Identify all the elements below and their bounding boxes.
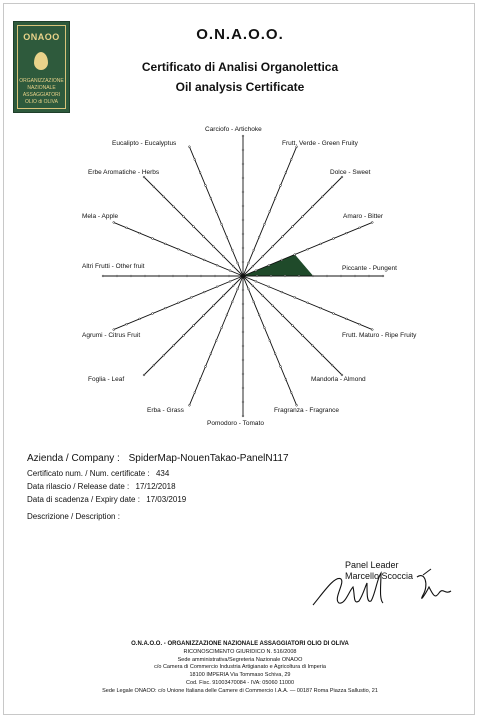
axis-tick [226,236,228,238]
axis-tick [212,245,214,247]
axis-tick [226,314,228,316]
axis-tick [346,318,348,320]
axis-tick [242,317,244,319]
axis-tick [331,186,333,188]
axis-tick [359,323,361,325]
axis-tick [341,176,343,178]
axis-tick [354,275,356,277]
axis-tick [242,373,244,375]
release-value: 17/12/2018 [135,482,176,491]
axis-tick [269,210,271,212]
handwritten-signature [305,565,475,615]
cert-num-label: Certificato num. / Num. certificate : [27,469,150,478]
axis-tick [262,255,264,257]
axis-tick [205,366,207,368]
axis-tick [371,329,373,331]
axis-tick [321,196,323,198]
axis-tick [215,340,217,342]
axis-tick [237,288,239,290]
axis-tick [311,344,313,346]
axis-tick [282,315,284,317]
axis-tick [242,261,244,263]
axis-tick [284,275,286,277]
axis-label: Mela - Apple [82,213,119,220]
cert-num-row [27,469,169,478]
axis-tick [285,379,287,381]
axis-tick [242,415,244,417]
axis-tick [232,265,234,267]
axis-tick [321,354,323,356]
axis-label: Agrumi - Citrus Fruit [82,332,141,339]
axis-tick [302,335,304,337]
release-row [27,482,176,491]
axis-tick [126,323,128,325]
axis-tick [199,379,201,381]
axis-tick [242,331,244,333]
axis-tick [302,216,304,218]
axis-label: Erba - Grass [147,407,184,414]
axis-tick [340,275,342,277]
axis-tick [221,327,223,329]
axis-tick [242,345,244,347]
cert-num-value: 434 [155,469,170,478]
axis-tick [116,275,118,277]
company-row [27,453,289,464]
axis-tick [193,325,195,327]
axis-tick [203,291,205,293]
axis-tick [292,325,294,327]
expiry-value: 17/03/2019 [146,495,187,504]
axis-label: Carciofo - Artichoke [205,126,262,133]
axis-tick [153,364,155,366]
title-english: Oil analysis Certificate [175,80,305,94]
axis-tick [190,254,192,256]
company-value: SpiderMap-NouenTakao-PanelN117 [128,453,289,464]
axis-tick [242,135,244,137]
axis-tick [172,275,174,277]
axis-tick [242,247,244,249]
axis-tick [272,305,274,307]
company-label: Azienda / Company : [27,453,120,464]
axis-tick [153,186,155,188]
axis-tick [264,223,266,225]
axis-tick [216,286,218,288]
axis-label: Foglia - Leaf [88,376,125,383]
axis-tick [281,291,283,293]
axis-tick [229,281,231,283]
axis-label: Erbe Aromatiche - Herbs [88,169,160,176]
axis-label: Dolce - Sweet [330,169,371,176]
axis-tick [173,344,175,346]
axis-label: Frutt. Verde - Green Fruity [282,140,358,147]
axis-tick [264,327,266,329]
axis-tick [203,315,205,317]
axis-tick [242,303,244,305]
axis-tick [274,198,276,200]
axis-tick [242,289,244,291]
axis-tick [253,249,255,251]
axis-tick [237,262,239,264]
axis-tick [258,236,260,238]
axis-tick [307,302,309,304]
axis-tick [242,219,244,221]
axis-tick [371,222,373,224]
axis-tick [215,210,217,212]
axis-tick [231,301,233,303]
axis-tick [212,305,214,307]
axis-tick [163,354,165,356]
axis-tick [163,196,165,198]
axis-tick [281,259,283,261]
axis-tick [158,275,160,277]
axis-tick [333,313,335,315]
axis-tick [203,236,205,238]
axis-tick [152,238,154,240]
axis-tick [143,374,145,376]
axis-tick [290,392,292,394]
axis-tick [173,206,175,208]
axis-tick [268,264,270,266]
axis-label: Fragranza - Fragrance [274,407,340,414]
axis-tick [165,243,167,245]
axis-tick [214,275,216,277]
axis-tick [274,353,276,355]
axis-tick [242,401,244,403]
axis-tick [294,254,296,256]
axis-tick [221,223,223,225]
axis-tick [326,275,328,277]
axis-tick [242,149,244,151]
axis-label: Frutt. Maturo - Ripe Fruity [342,332,417,339]
axis-tick [228,275,230,277]
axis-tick [307,248,309,250]
axis-tick [177,248,179,250]
axis-tick [183,335,185,337]
axis-label: Piccante - Pungent [342,265,397,272]
axis-tick [242,163,244,165]
axis-tick [333,238,335,240]
axis-tick [189,146,191,148]
axis-tick [285,172,287,174]
axis-tick [126,227,128,229]
panel-leader-label: Panel Leader [345,560,399,570]
axis-tick [130,275,132,277]
axis-tick [231,249,233,251]
expiry-row [27,495,186,504]
axis-label: Mandorla - Almond [311,376,366,383]
logo-top-text: ONAOO [23,32,60,42]
axis-tick [331,364,333,366]
logo-lines: ORGANIZZAZIONE NAZIONALE ASSAGGIATORI OLIO di OLIVA [19,78,64,105]
axis-tick [203,259,205,261]
axis-tick [282,236,284,238]
axis-tick [242,191,244,193]
description-label: Descrizione / Description : [27,512,120,521]
axis-tick [143,176,145,178]
axis-tick [320,243,322,245]
axis-label: Pomodoro - Tomato [207,420,264,427]
axis-tick [312,275,314,277]
axis-tick [280,185,282,187]
axis-tick [194,392,196,394]
axis-label: Eucalipto - Eucalyptus [112,140,177,147]
axis-tick [320,307,322,309]
axis-tick [242,359,244,361]
axis-tick [253,301,255,303]
axis-tick [113,329,115,331]
axis-tick [262,295,264,297]
axis-tick [242,233,244,235]
axis-tick [139,318,141,320]
axis-tick [222,255,224,257]
expiry-label: Data di scadenza / Expiry date : [27,495,140,504]
axis-tick [190,297,192,299]
axis-tick [205,185,207,187]
axis-tick [113,222,115,224]
axis-tick [177,302,179,304]
axis-tick [199,172,201,174]
footer: O.N.A.O.O. - ORGANIZZAZIONE NAZIONALE ASSAGGIATORI OLIO DI OLIVA RICONOSCIMENTO GIURIDICO N. 516/2008 Sede amministrativa/Segreteria Nazionale ONAOO c/o Camera di Commercio Industria Artigianato e Agricoltura di Imperia 18100 IMPERIA Via Tommaso Schiva, 29 Cod. Fisc. 91003470084 - IVA: 05060 11000 Sede Legale ONAOO: c/o Unione Italiana delle Camere di Commercio I.A.A. — 00187 Roma Piazza Sallustio, 21 [102,641,378,694]
axis-tick [232,285,234,287]
axis-tick [296,404,298,406]
axis-tick [165,307,167,309]
axis-tick [200,275,202,277]
axis-tick [294,297,296,299]
axis-label: Amaro - Bitter [343,213,384,220]
axis-tick [189,404,191,406]
axis-tick [248,288,250,290]
axis-tick [210,353,212,355]
axis-tick [256,275,258,277]
axis-tick [298,275,300,277]
axis-tick [258,314,260,316]
axis-tick [311,206,313,208]
axis-tick [290,159,292,161]
axis-tick [222,295,224,297]
release-label: Data rilascio / Release date : [27,482,130,491]
axis-tick [272,245,274,247]
axis-tick [216,264,218,266]
axis-tick [102,275,104,277]
axis-tick [346,232,348,234]
axis-tick [255,281,257,283]
axis-tick [270,275,272,277]
axis-tick [359,227,361,229]
axis-tick [242,387,244,389]
axis-tick [194,159,196,161]
axis-tick [242,205,244,207]
axis-tick [193,226,195,228]
panel-leader-name: Marcello Scoccia [345,571,414,581]
org-short-title: O.N.A.O.O. [196,26,284,43]
axis-tick [269,340,271,342]
axis-label: Altri Frutti - Other fruit [82,263,145,270]
axis-tick [280,366,282,368]
axis-tick [382,275,384,277]
axis-tick [210,198,212,200]
axis-tick [268,286,270,288]
axis-tick [252,265,254,267]
axis-tick [248,262,250,264]
axis-tick [144,275,146,277]
axis-tick [242,177,244,179]
axis-tick [292,226,294,228]
axis-tick [255,270,257,272]
axis-tick [139,232,141,234]
axis-tick [368,275,370,277]
axis-tick [152,313,154,315]
axis-tick [229,270,231,272]
axis-tick [183,216,185,218]
axis-tick [252,285,254,287]
title-italian: Certificato di Analisi Organolettica [141,60,339,74]
axis-tick [186,275,188,277]
